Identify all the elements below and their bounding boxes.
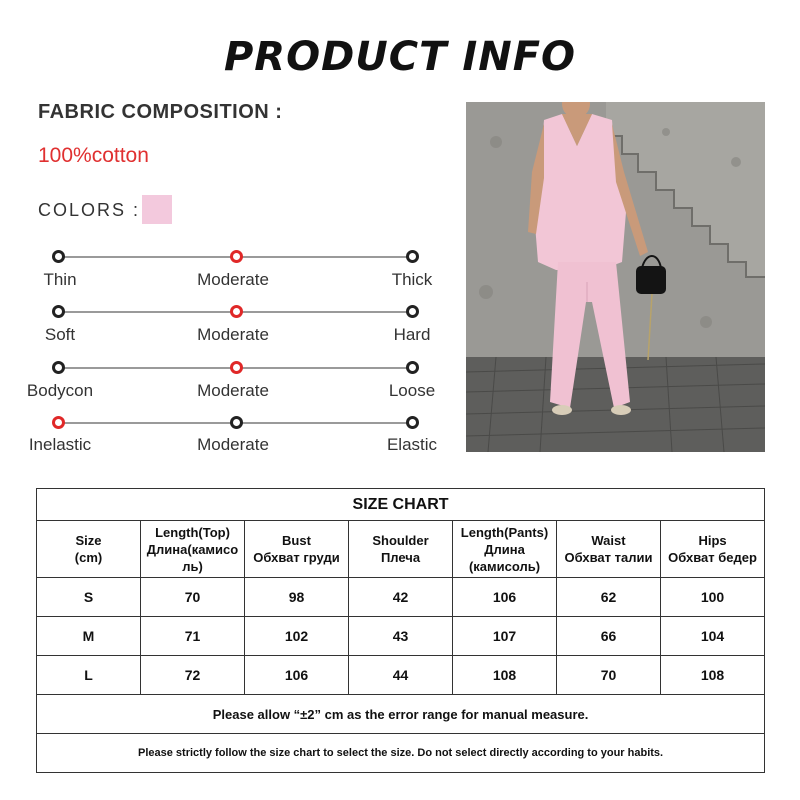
scale-dot-mid bbox=[230, 416, 243, 429]
table-cell: S bbox=[37, 578, 141, 617]
size-chart-table bbox=[36, 488, 765, 773]
table-cell: 107 bbox=[453, 617, 557, 656]
scale-label-right: Loose bbox=[388, 381, 436, 400]
scale-label-mid: Moderate bbox=[197, 381, 269, 400]
scale-dot-mid-selected bbox=[230, 361, 243, 374]
table-cell: 108 bbox=[453, 656, 557, 695]
scale-dot-right bbox=[406, 361, 419, 374]
size-chart-header-row bbox=[37, 521, 765, 578]
scale-label-right: Thick bbox=[391, 270, 433, 289]
size-chart-title: SIZE CHART bbox=[37, 489, 765, 521]
table-cell: 42 bbox=[349, 578, 453, 617]
scale-dot-left bbox=[52, 250, 65, 263]
table-cell: 108 bbox=[661, 656, 765, 695]
scale-dot-right bbox=[406, 305, 419, 318]
header-length-top: Length(Top) Длина(камисо ль) bbox=[141, 521, 245, 578]
table-cell: 70 bbox=[141, 578, 245, 617]
scale-dot-right bbox=[406, 250, 419, 263]
table-cell: 70 bbox=[557, 656, 661, 695]
scale-dot-mid-selected bbox=[230, 305, 243, 318]
header-length-pants: Length(Pants) Длина (камисоль) bbox=[453, 521, 557, 578]
header-shoulder: Shoulder Плеча bbox=[349, 521, 453, 578]
scale-dot-right bbox=[406, 416, 419, 429]
scale-label-mid: Moderate bbox=[197, 325, 269, 344]
measure-error-note: Please allow “±2” cm as the error range for manual measure. bbox=[37, 695, 765, 734]
table-cell: M bbox=[37, 617, 141, 656]
scale-label-left: Thin bbox=[43, 270, 77, 289]
color-swatch-pink[interactable] bbox=[142, 195, 172, 224]
table-cell: 98 bbox=[245, 578, 349, 617]
table-cell: 106 bbox=[453, 578, 557, 617]
colors-label: COLORS : bbox=[38, 200, 141, 220]
scale-label-left: Soft bbox=[44, 325, 76, 344]
size-selection-note: Please strictly follow the size chart to select the size. Do not select directly according to your habits. bbox=[37, 734, 765, 773]
table-cell: 62 bbox=[557, 578, 661, 617]
table-cell: 44 bbox=[349, 656, 453, 695]
scale-label-mid: Moderate bbox=[197, 270, 269, 289]
table-row bbox=[37, 656, 765, 695]
scale-dot-left-selected bbox=[52, 416, 65, 429]
header-size: Size (cm) bbox=[37, 521, 141, 578]
page-title: PRODUCT INFO bbox=[223, 34, 577, 80]
table-cell: 66 bbox=[557, 617, 661, 656]
product-photo bbox=[466, 102, 765, 452]
table-cell: 100 bbox=[661, 578, 765, 617]
scale-dot-left bbox=[52, 305, 65, 318]
scale-dot-left bbox=[52, 361, 65, 374]
header-bust: Bust Обхват груди bbox=[245, 521, 349, 578]
scale-dot-mid-selected bbox=[230, 250, 243, 263]
scale-label-right: Hard bbox=[393, 325, 431, 344]
table-cell: 43 bbox=[349, 617, 453, 656]
table-cell: 72 bbox=[141, 656, 245, 695]
fabric-composition-label: FABRIC COMPOSITION : bbox=[38, 101, 283, 123]
table-cell: 104 bbox=[661, 617, 765, 656]
table-cell: 102 bbox=[245, 617, 349, 656]
scale-label-left: Bodycon bbox=[26, 381, 94, 400]
table-cell: L bbox=[37, 656, 141, 695]
table-row bbox=[37, 578, 765, 617]
header-hips: Hips Обхват бедер bbox=[661, 521, 765, 578]
table-cell: 71 bbox=[141, 617, 245, 656]
scale-label-mid: Moderate bbox=[197, 435, 269, 454]
table-row bbox=[37, 617, 765, 656]
scale-label-left: Inelastic bbox=[28, 435, 92, 454]
scale-label-right: Elastic bbox=[386, 435, 438, 454]
header-waist: Waist Обхват талии bbox=[557, 521, 661, 578]
table-cell: 106 bbox=[245, 656, 349, 695]
fabric-composition-value: 100%cotton bbox=[38, 144, 149, 167]
